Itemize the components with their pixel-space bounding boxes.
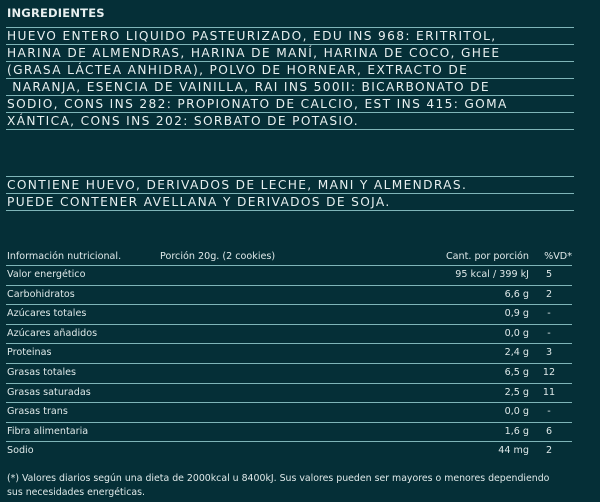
nutrition-row — [6, 344, 572, 364]
nutrient-amount: 1,6 g — [504, 425, 529, 437]
nutrient-vd: - — [547, 327, 551, 339]
nutrient-vd: 11 — [542, 386, 556, 398]
nutrition-header-amount: Cant. por porción — [445, 251, 529, 262]
nutrient-amount: 0,0 g — [504, 406, 529, 418]
nutrient-name: Proteinas — [7, 347, 52, 359]
nutrition-row — [6, 403, 572, 423]
nutrient-amount: 6,6 g — [504, 288, 529, 300]
ingredients-line: (GRASA LÁCTEA ANHIDRA), POLVO DE HORNEAR, EXTRACTO DE — [6, 61, 574, 78]
nutrition-row — [6, 325, 572, 345]
allergen-line: CONTIENE HUEVO, DERIVADOS DE LECHE, MANI Y ALMENDRAS. — [6, 176, 574, 193]
nutrient-amount: 2,4 g — [504, 347, 529, 359]
ingredients-title: INGREDIENTES — [7, 6, 105, 20]
nutrition-row — [6, 305, 572, 325]
ingredients-line: NARANJA, ESENCIA DE VAINILLA, RAI INS 500II: BICARBONATO DE — [6, 78, 574, 95]
nutrition-table — [6, 249, 572, 461]
ingredients-line: HUEVO ENTERO LIQUIDO PASTEURIZADO, EDU INS 968: ERITRITOL, — [6, 27, 574, 44]
nutrition-header-row — [6, 249, 572, 266]
nutrient-vd: 2 — [545, 288, 553, 300]
nutrition-row — [6, 442, 572, 461]
nutrient-amount: 95 kcal / 399 kJ — [455, 269, 529, 280]
ingredients-line: XÁNTICA, CONS INS 202: SORBATO DE POTASIO. — [6, 112, 574, 130]
nutrient-name: Carbohidratos — [7, 288, 75, 300]
nutrient-amount: 0,9 g — [504, 308, 529, 320]
nutrition-header-vd: %VD* — [544, 251, 572, 262]
nutrient-vd: 3 — [545, 347, 553, 359]
nutrient-name: Fibra alimentaria — [7, 425, 89, 437]
nutrient-vd: 12 — [542, 366, 556, 378]
nutrition-header-portion: Porción 20g. (2 cookies) — [160, 251, 276, 262]
allergens-list — [6, 176, 574, 211]
allergen-line: PUEDE CONTENER AVELLANA Y DERIVADOS DE SOJA. — [6, 193, 574, 211]
nutrient-name: Grasas trans — [7, 406, 68, 418]
nutrition-footnote — [7, 472, 597, 500]
nutrient-name: Grasas totales — [7, 366, 77, 378]
ingredients-line: HARINA DE ALMENDRAS, HARINA DE MANÍ, HARINA DE COCO, GHEE — [6, 44, 574, 61]
nutrient-vd: 5 — [545, 269, 553, 280]
nutrient-name: Valor energético — [7, 269, 86, 280]
nutrient-amount: 2,5 g — [504, 386, 529, 398]
nutrient-amount: 0,0 g — [504, 327, 529, 339]
nutrition-row — [6, 384, 572, 404]
nutrition-row — [6, 423, 572, 443]
nutrient-amount: 6,5 g — [504, 366, 529, 378]
nutrient-amount: 44 mg — [498, 445, 529, 457]
nutrition-row — [6, 364, 572, 384]
nutrient-vd: - — [547, 308, 551, 320]
nutrient-name: Azúcares totales — [7, 308, 87, 320]
nutrient-name: Azúcares añadidos — [7, 327, 98, 339]
nutrition-row — [6, 266, 572, 286]
ingredients-list — [6, 27, 574, 130]
footnote-line: (*) Valores diarios según una dieta de 2000kcal u 8400kJ. Sus valores pueden ser mayores o menores dependiendo — [7, 473, 550, 484]
nutrient-vd: 6 — [545, 425, 553, 437]
nutrient-vd: - — [547, 406, 551, 418]
nutrient-vd: 2 — [545, 445, 553, 457]
nutrition-row — [6, 286, 572, 306]
nutrient-name: Grasas saturadas — [7, 386, 91, 398]
nutrition-header-label: Información nutricional. — [7, 251, 122, 262]
ingredients-line: SODIO, CONS INS 282: PROPIONATO DE CALCIO, EST INS 415: GOMA — [6, 95, 574, 112]
footnote-line: sus necesidades energéticas. — [7, 487, 146, 498]
nutrient-name: Sodio — [7, 445, 34, 457]
